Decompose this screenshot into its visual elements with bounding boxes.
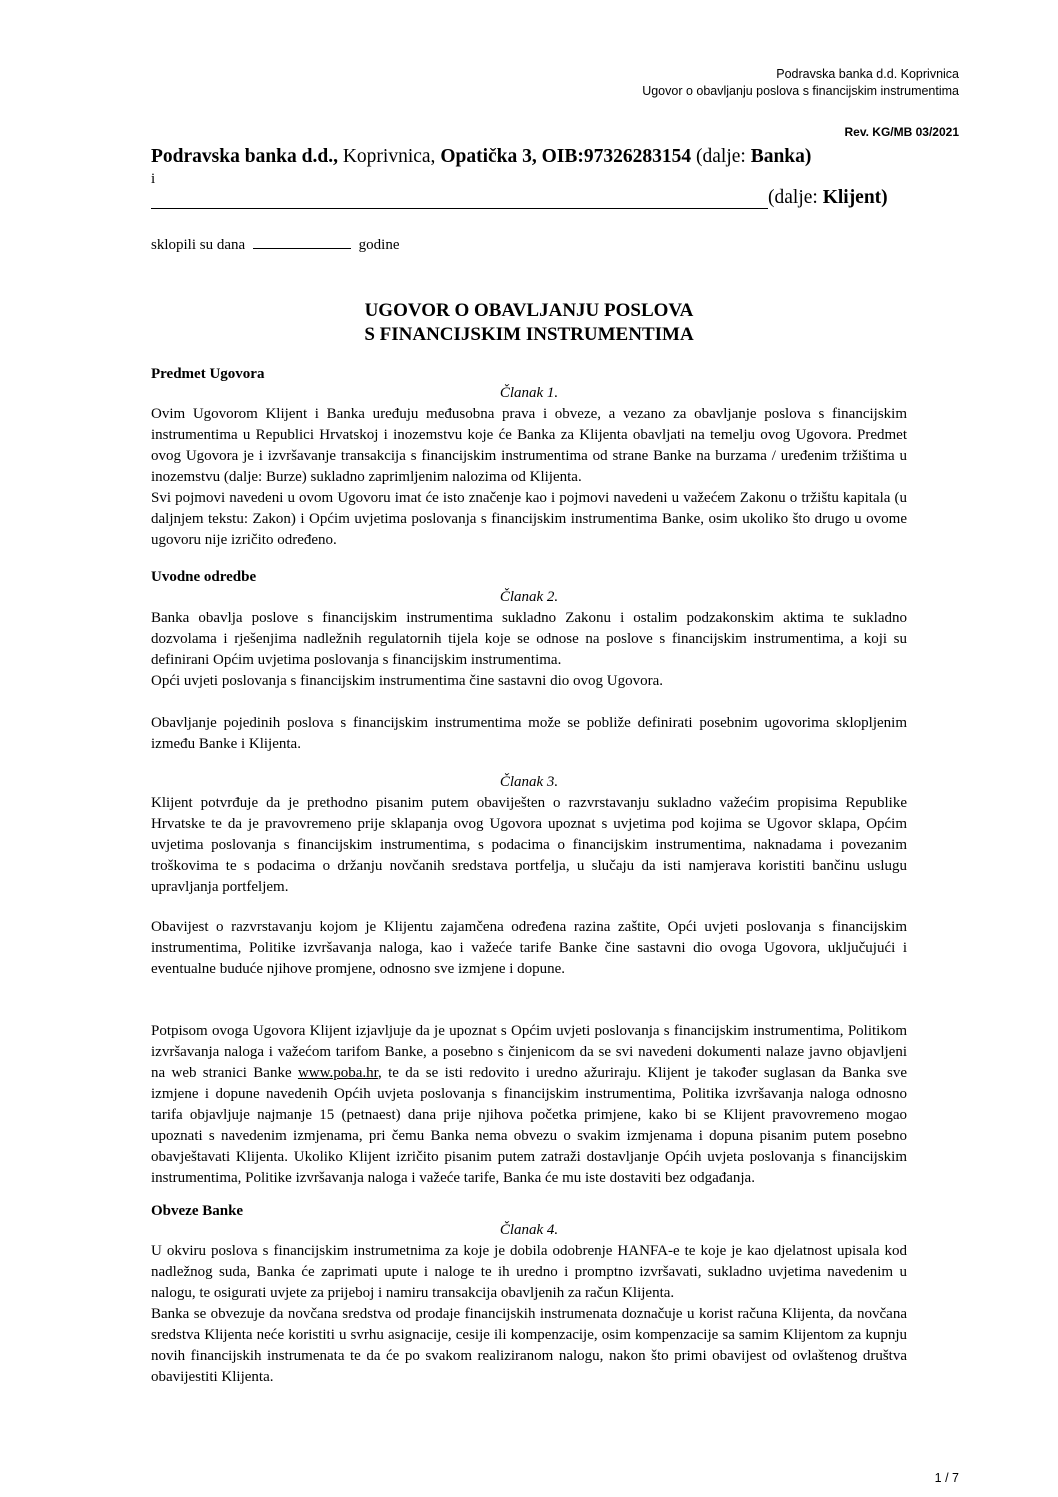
signed-prefix: sklopili su dana (151, 237, 246, 253)
bank-website-link[interactable]: www.poba.hr (297, 1065, 379, 1081)
signing-date-blank (253, 234, 351, 249)
article-4-paragraph-2: Banka se obvezuje da novčana sredstva od prodaje financijskih instrumenata doznačuje u korist računa Klijenta, da novčana sredstva Klijenta neće koristiti u svrhu asignacije, cesije ili kompenzacije, osim kompenzacije sa samim Klijentom za kupnju novih financijskih instrumenata te da će po svakom realiziranom nalogu, nakon što primi obavijest od ovlaštenog društva obavijestiti Klijenta. (151, 1306, 907, 1385)
header-bank-name: Podravska banka d.d. Koprivnica (776, 67, 959, 81)
p8-text-a: Potpisom ovoga Ugovora Klijent izjavljuje da je upoznat s Općim uvjeti poslovanja s financijskim instrumentima, Politikom izvršavanja naloga i važećom tarifom Banke, a posebno s činjenicom da se svi navedeni dokumenti nalaze javno objavljeni na web stranici Banke (151, 1023, 907, 1081)
document-title-line1: UGOVOR O OBAVLJANJU POSLOVA (364, 300, 694, 321)
client-party-line (151, 186, 888, 209)
bank-alias: Banka) (750, 146, 812, 167)
client-alias: Klijent) (822, 187, 888, 208)
article-1-paragraph-2: Svi pojmovi navedeni u ovom Ugovoru imat će isto značenje kao i pojmovi navedeni u važećem Zakonu o tržištu kapitala (u daljnjem tekstu: Zakon) i Općim uvjetima poslovanja s financijskim instrumentima Banke, osim ukoliko što drugo u ovome ugovoru nije izričito određeno. (151, 490, 907, 548)
client-name-blank (151, 186, 768, 209)
bank-alias-prefix: (dalje: (696, 146, 746, 167)
article-1-heading: Članak 1. (499, 385, 559, 401)
section-heading-bank-obligations: Obveze Banke (151, 1203, 244, 1219)
article-2-paragraph-3: Obavljanje pojedinih poslova s financijskim instrumentima može se pobliže definirati posebnim ugovorima sklopljenim između Banke i Klijenta. (151, 715, 907, 752)
signed-suffix: godine (358, 237, 400, 253)
article-1-paragraph-1: Ovim Ugovorom Klijent i Banka uređuju međusobna prava i obveze, a vezano za obavljanje poslova s financijskim instrumentima u Republici Hrvatskoj i inozemstvu koje će Banka za Klijenta obavljati na temelju ovog Ugovora. Predmet ovog Ugovora je i izvršavanje transakcija s financijskim instrumentima od strane Banke na burzama / uređenim tržištima u inozemstvu (dalje: Burze) sukladno zaprimljenim nalozima od Klijenta. (151, 406, 907, 485)
document-title-line2: S FINANCIJSKIM INSTRUMENTIMA (364, 324, 694, 345)
article-3-heading: Članak 3. (499, 774, 559, 790)
section-heading-subject: Predmet Ugovora (151, 366, 265, 382)
article-3-paragraph-3 (151, 1021, 907, 1189)
page-number: 1 / 7 (934, 1471, 959, 1485)
bank-name: Podravska banka d.d., (151, 146, 338, 167)
p8-text-b: , te da se isti redovito i uredno ažuriraju. Klijent je također suglasan da Banka sve izmjene i dopune navedenih Općih uvjeta poslovanja s financijskim instrumentima, Politika izvršavanja naloga odnosno tarifa objavljuje najmanje 15 (petnaest) dana prije njihova početka primjene, kako bi se Klijent pravovremeno mogao upoznati s navedenim izmjenama, pri čemu Banka nema obvezu o svakim izmjenama i dopuna pisanim putem posebno obavještavati Klijenta. Ukoliko Klijent izričito pisanim putem zatraži dostavljanje Općih uvjeta poslovanja s financijskim instrumentima, Politike izvršavanja naloga i važeće tarife, Banka će mu iste dostaviti bez odgađanja. (151, 1065, 907, 1186)
client-alias-prefix: (dalje: (768, 187, 818, 208)
signing-date-line (151, 234, 400, 254)
article-2-paragraph-2: Opći uvjeti poslovanja s financijskim instrumentima čine sastavni dio ovog Ugovora. (151, 673, 663, 689)
section-heading-introductory: Uvodne odredbe (151, 569, 257, 585)
bank-party-line (151, 145, 811, 169)
article-3-paragraph-1: Klijent potvrđuje da je prethodno pisanim putem obaviješten o razvrstavanju sukladno važećim propisima Republike Hrvatske te da je pravovremeno prije sklapanja ovog Ugovora upoznat s uvjetima pod kojima se Ugovor sklapa, Općim uvjetima poslovanja s financijskim instrumentima, s podacima o financijskim instrumentima, naknadama i povezanim troškovima te s podacima o držanju novčanih sredstava portfelja, u slučaju da isti namjerava koristiti bančinu uslugu upravljanja portfeljem. (151, 795, 907, 895)
bank-address: Opatička 3, OIB:97326283154 (440, 146, 692, 167)
article-4-paragraph-1: U okviru poslova s financijskim instrumetnima za koje je dobila odobrenje HANFA-e te koje je kao djelatnost upisala kod nadležnog suda, Banka će zaprimati upute i naloge te ih uredno i promptno izvršavati, sukladno uvjetima navedenim u nalogu, te osigurati uvjete za prijeboj i namiru transakcija obavljenih za račun Klijenta. (151, 1243, 907, 1301)
bank-city: Koprivnica, (342, 146, 436, 167)
article-2-paragraph-1: Banka obavlja poslove s financijskim instrumentima sukladno Zakonu i ostalim podzakonskim aktima te sukladno dozvolama i rješenjima nadležnih regulatornih tijela koje se odnose na poslove s financijskim instrumentima, a koji su definirani Općim uvjetima poslovanja s financijskim instrumentima. (151, 610, 907, 668)
article-2-heading: Članak 2. (499, 589, 559, 605)
article-3-paragraph-2: Obavijest o razvrstavanju kojom je Klijentu zajamčena određena razina zaštite, Opći uvjeti poslovanja s financijskim instrumentima, Politike izvršavanja naloga, kao i važeće tarife Banke čine sastavni dio ovoga Ugovora, uključujući i eventualne buduće njihove promjene, odnosno sve izmjene i dopune. (151, 919, 907, 977)
article-4-heading: Članak 4. (499, 1222, 559, 1238)
conjunction: i (151, 171, 156, 187)
header-document-title: Ugovor o obavljanju poslova s financijskim instrumentima (642, 84, 959, 98)
revision-label: Rev. KG/MB 03/2021 (844, 125, 959, 139)
